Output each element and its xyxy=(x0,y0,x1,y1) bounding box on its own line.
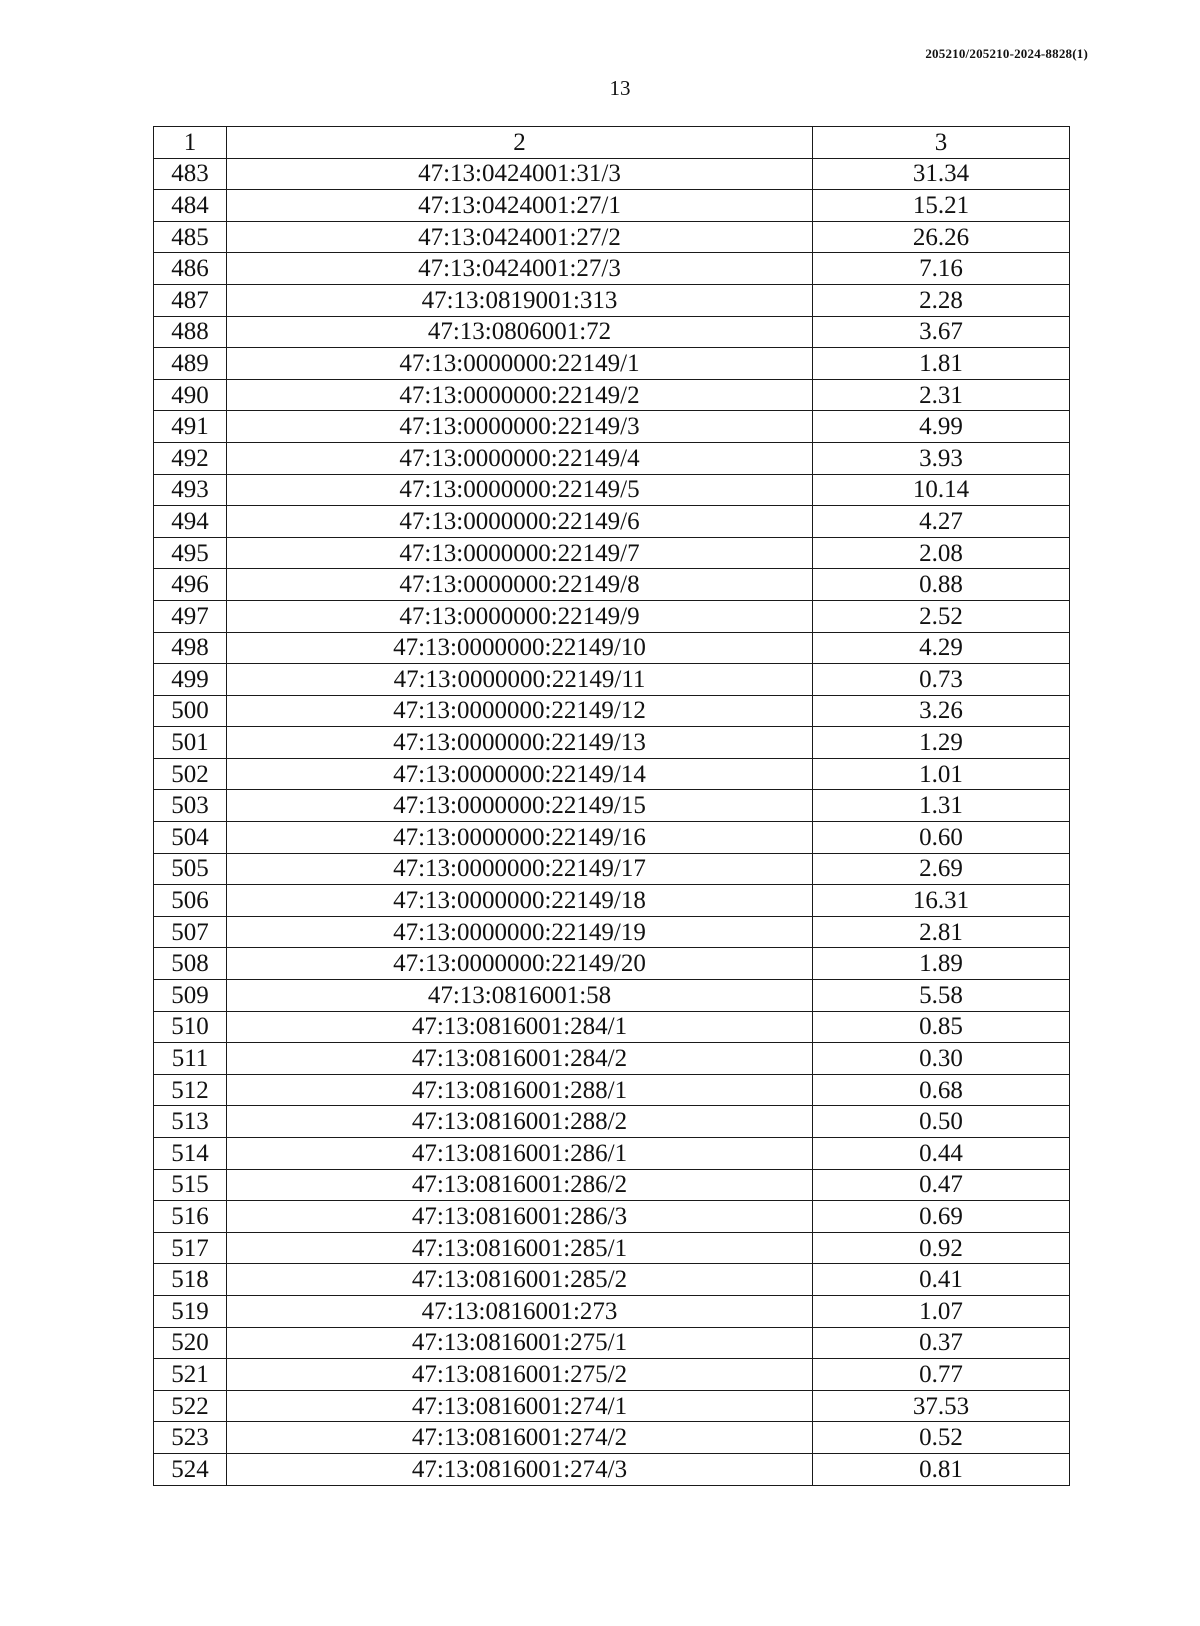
row-number-cell: 504 xyxy=(154,822,227,854)
value-cell: 0.60 xyxy=(813,822,1070,854)
cadastral-number-cell: 47:13:0816001:285/1 xyxy=(227,1232,813,1264)
table-row xyxy=(154,632,1070,664)
row-number-cell: 487 xyxy=(154,284,227,316)
table-row xyxy=(154,411,1070,443)
value-cell: 2.28 xyxy=(813,284,1070,316)
table-row xyxy=(154,727,1070,759)
cadastral-number-cell: 47:13:0816001:288/2 xyxy=(227,1106,813,1138)
table-row xyxy=(154,1106,1070,1138)
cadastral-number-cell: 47:13:0816001:285/2 xyxy=(227,1264,813,1296)
row-number-cell: 520 xyxy=(154,1327,227,1359)
row-number-cell: 515 xyxy=(154,1169,227,1201)
table-row xyxy=(154,158,1070,190)
row-number-cell: 501 xyxy=(154,727,227,759)
value-cell: 1.31 xyxy=(813,790,1070,822)
value-cell: 0.68 xyxy=(813,1074,1070,1106)
cadastral-number-cell: 47:13:0000000:22149/3 xyxy=(227,411,813,443)
value-cell: 3.93 xyxy=(813,442,1070,474)
table-row xyxy=(154,284,1070,316)
row-number-cell: 523 xyxy=(154,1422,227,1454)
row-number-cell: 494 xyxy=(154,506,227,538)
table-row xyxy=(154,853,1070,885)
value-cell: 0.47 xyxy=(813,1169,1070,1201)
table-header xyxy=(154,127,1070,159)
table-row xyxy=(154,790,1070,822)
value-cell: 0.85 xyxy=(813,1011,1070,1043)
row-number-cell: 490 xyxy=(154,379,227,411)
value-cell: 26.26 xyxy=(813,221,1070,253)
cadastral-number-cell: 47:13:0000000:22149/14 xyxy=(227,758,813,790)
table-row xyxy=(154,221,1070,253)
table-row xyxy=(154,1138,1070,1170)
table-row xyxy=(154,822,1070,854)
cadastral-number-cell: 47:13:0424001:27/2 xyxy=(227,221,813,253)
value-cell: 31.34 xyxy=(813,158,1070,190)
table-row xyxy=(154,1264,1070,1296)
value-cell: 2.31 xyxy=(813,379,1070,411)
table-row xyxy=(154,948,1070,980)
value-cell: 1.01 xyxy=(813,758,1070,790)
table-row xyxy=(154,1453,1070,1485)
cadastral-number-cell: 47:13:0000000:22149/20 xyxy=(227,948,813,980)
table-header-row xyxy=(154,127,1070,159)
row-number-cell: 502 xyxy=(154,758,227,790)
value-cell: 0.52 xyxy=(813,1422,1070,1454)
value-cell: 1.81 xyxy=(813,348,1070,380)
row-number-cell: 518 xyxy=(154,1264,227,1296)
value-cell: 0.77 xyxy=(813,1359,1070,1391)
cadastral-number-cell: 47:13:0816001:288/1 xyxy=(227,1074,813,1106)
row-number-cell: 524 xyxy=(154,1453,227,1485)
cadastral-number-cell: 47:13:0424001:31/3 xyxy=(227,158,813,190)
cadastral-number-cell: 47:13:0000000:22149/5 xyxy=(227,474,813,506)
cadastral-number-cell: 47:13:0000000:22149/2 xyxy=(227,379,813,411)
row-number-cell: 510 xyxy=(154,1011,227,1043)
cadastral-number-cell: 47:13:0819001:313 xyxy=(227,284,813,316)
cadastral-number-cell: 47:13:0000000:22149/12 xyxy=(227,695,813,727)
value-cell: 0.81 xyxy=(813,1453,1070,1485)
row-number-cell: 505 xyxy=(154,853,227,885)
value-cell: 0.44 xyxy=(813,1138,1070,1170)
cadastral-number-cell: 47:13:0816001:274/3 xyxy=(227,1453,813,1485)
table-row xyxy=(154,253,1070,285)
value-cell: 0.73 xyxy=(813,664,1070,696)
value-cell: 4.99 xyxy=(813,411,1070,443)
cadastral-number-cell: 47:13:0806001:72 xyxy=(227,316,813,348)
table-row xyxy=(154,1295,1070,1327)
cadastral-number-cell: 47:13:0424001:27/3 xyxy=(227,253,813,285)
row-number-cell: 507 xyxy=(154,916,227,948)
table-row xyxy=(154,1359,1070,1391)
table-row xyxy=(154,348,1070,380)
row-number-cell: 517 xyxy=(154,1232,227,1264)
row-number-cell: 488 xyxy=(154,316,227,348)
row-number-cell: 522 xyxy=(154,1390,227,1422)
table-row xyxy=(154,1327,1070,1359)
table-row xyxy=(154,379,1070,411)
cadastral-number-cell: 47:13:0816001:286/2 xyxy=(227,1169,813,1201)
cadastral-number-cell: 47:13:0000000:22149/10 xyxy=(227,632,813,664)
cadastral-number-cell: 47:13:0816001:284/2 xyxy=(227,1043,813,1075)
cadastral-number-cell: 47:13:0000000:22149/16 xyxy=(227,822,813,854)
table-row xyxy=(154,442,1070,474)
row-number-cell: 497 xyxy=(154,600,227,632)
table-row xyxy=(154,916,1070,948)
value-cell: 0.92 xyxy=(813,1232,1070,1264)
table-row xyxy=(154,1011,1070,1043)
table-row xyxy=(154,316,1070,348)
cadastral-number-cell: 47:13:0816001:286/1 xyxy=(227,1138,813,1170)
cadastral-number-cell: 47:13:0816001:274/1 xyxy=(227,1390,813,1422)
cadastral-number-cell: 47:13:0000000:22149/6 xyxy=(227,506,813,538)
cadastral-number-cell: 47:13:0000000:22149/7 xyxy=(227,537,813,569)
value-cell: 3.26 xyxy=(813,695,1070,727)
column-header-3: 3 xyxy=(813,127,1070,159)
row-number-cell: 486 xyxy=(154,253,227,285)
row-number-cell: 508 xyxy=(154,948,227,980)
value-cell: 0.41 xyxy=(813,1264,1070,1296)
value-cell: 1.89 xyxy=(813,948,1070,980)
value-cell: 15.21 xyxy=(813,190,1070,222)
table-row xyxy=(154,1169,1070,1201)
row-number-cell: 493 xyxy=(154,474,227,506)
table-row xyxy=(154,1043,1070,1075)
cadastral-number-cell: 47:13:0816001:286/3 xyxy=(227,1201,813,1233)
data-table xyxy=(153,126,1070,1486)
value-cell: 2.52 xyxy=(813,600,1070,632)
table-row xyxy=(154,506,1070,538)
cadastral-number-cell: 47:13:0000000:22149/15 xyxy=(227,790,813,822)
table-row xyxy=(154,474,1070,506)
row-number-cell: 506 xyxy=(154,885,227,917)
row-number-cell: 484 xyxy=(154,190,227,222)
table-row xyxy=(154,1390,1070,1422)
column-header-2: 2 xyxy=(227,127,813,159)
value-cell: 0.50 xyxy=(813,1106,1070,1138)
row-number-cell: 514 xyxy=(154,1138,227,1170)
row-number-cell: 511 xyxy=(154,1043,227,1075)
cadastral-number-cell: 47:13:0000000:22149/4 xyxy=(227,442,813,474)
row-number-cell: 495 xyxy=(154,537,227,569)
row-number-cell: 516 xyxy=(154,1201,227,1233)
cadastral-number-cell: 47:13:0424001:27/1 xyxy=(227,190,813,222)
table-row xyxy=(154,537,1070,569)
row-number-cell: 509 xyxy=(154,980,227,1012)
cadastral-number-cell: 47:13:0816001:275/1 xyxy=(227,1327,813,1359)
document-reference: 205210/205210-2024-8828(1) xyxy=(925,46,1088,61)
value-cell: 4.29 xyxy=(813,632,1070,664)
value-cell: 0.30 xyxy=(813,1043,1070,1075)
column-header-1: 1 xyxy=(154,127,227,159)
row-number-cell: 503 xyxy=(154,790,227,822)
cadastral-number-cell: 47:13:0816001:284/1 xyxy=(227,1011,813,1043)
value-cell: 0.37 xyxy=(813,1327,1070,1359)
table-row xyxy=(154,600,1070,632)
value-cell: 5.58 xyxy=(813,980,1070,1012)
cadastral-number-cell: 47:13:0000000:22149/17 xyxy=(227,853,813,885)
row-number-cell: 513 xyxy=(154,1106,227,1138)
value-cell: 0.69 xyxy=(813,1201,1070,1233)
table-row xyxy=(154,664,1070,696)
row-number-cell: 491 xyxy=(154,411,227,443)
cadastral-number-cell: 47:13:0816001:273 xyxy=(227,1295,813,1327)
value-cell: 37.53 xyxy=(813,1390,1070,1422)
row-number-cell: 498 xyxy=(154,632,227,664)
cadastral-number-cell: 47:13:0000000:22149/11 xyxy=(227,664,813,696)
value-cell: 7.16 xyxy=(813,253,1070,285)
row-number-cell: 492 xyxy=(154,442,227,474)
table-row xyxy=(154,1232,1070,1264)
table-row xyxy=(154,190,1070,222)
table-row xyxy=(154,758,1070,790)
row-number-cell: 519 xyxy=(154,1295,227,1327)
cadastral-number-cell: 47:13:0000000:22149/19 xyxy=(227,916,813,948)
value-cell: 4.27 xyxy=(813,506,1070,538)
cadastral-number-cell: 47:13:0000000:22149/8 xyxy=(227,569,813,601)
row-number-cell: 521 xyxy=(154,1359,227,1391)
row-number-cell: 483 xyxy=(154,158,227,190)
value-cell: 1.07 xyxy=(813,1295,1070,1327)
value-cell: 16.31 xyxy=(813,885,1070,917)
value-cell: 2.69 xyxy=(813,853,1070,885)
value-cell: 2.81 xyxy=(813,916,1070,948)
page-number: 13 xyxy=(609,76,631,100)
table-row xyxy=(154,885,1070,917)
row-number-cell: 496 xyxy=(154,569,227,601)
value-cell: 2.08 xyxy=(813,537,1070,569)
table-row xyxy=(154,569,1070,601)
cadastral-number-cell: 47:13:0000000:22149/18 xyxy=(227,885,813,917)
table-row xyxy=(154,1422,1070,1454)
table-row xyxy=(154,1074,1070,1106)
row-number-cell: 489 xyxy=(154,348,227,380)
cadastral-number-cell: 47:13:0000000:22149/1 xyxy=(227,348,813,380)
value-cell: 10.14 xyxy=(813,474,1070,506)
row-number-cell: 512 xyxy=(154,1074,227,1106)
cadastral-number-cell: 47:13:0000000:22149/13 xyxy=(227,727,813,759)
row-number-cell: 485 xyxy=(154,221,227,253)
value-cell: 0.88 xyxy=(813,569,1070,601)
cadastral-number-cell: 47:13:0000000:22149/9 xyxy=(227,600,813,632)
cadastral-number-cell: 47:13:0816001:274/2 xyxy=(227,1422,813,1454)
table-row xyxy=(154,980,1070,1012)
row-number-cell: 499 xyxy=(154,664,227,696)
table-row xyxy=(154,1201,1070,1233)
table-body xyxy=(154,158,1070,1485)
value-cell: 1.29 xyxy=(813,727,1070,759)
cadastral-number-cell: 47:13:0816001:275/2 xyxy=(227,1359,813,1391)
row-number-cell: 500 xyxy=(154,695,227,727)
table-row xyxy=(154,695,1070,727)
value-cell: 3.67 xyxy=(813,316,1070,348)
cadastral-number-cell: 47:13:0816001:58 xyxy=(227,980,813,1012)
